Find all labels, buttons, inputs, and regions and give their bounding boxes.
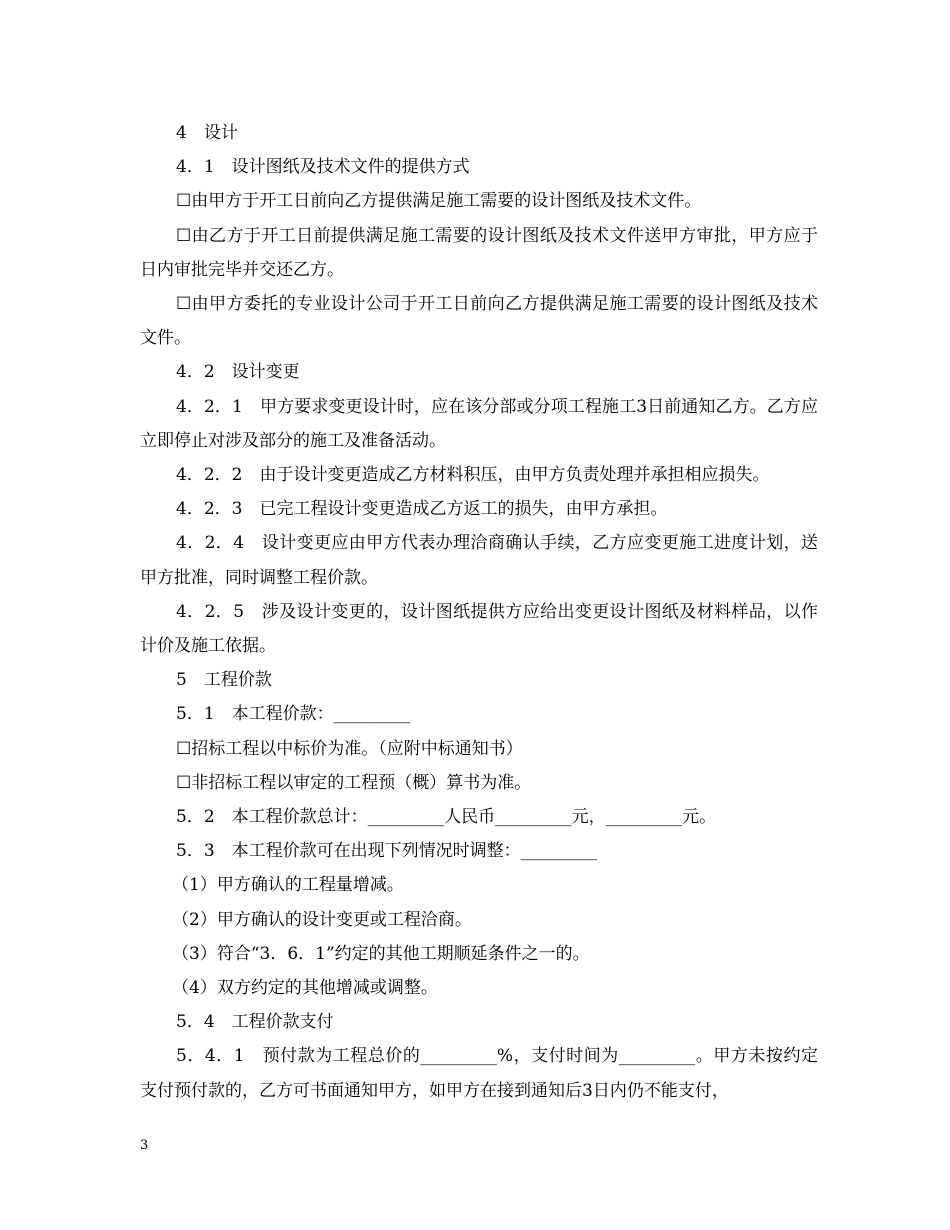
paragraph: 4．2．3 已完工程设计变更造成乙方返工的损失，由甲方承担。 bbox=[176, 499, 668, 520]
page-number: 3 bbox=[140, 1138, 149, 1153]
paragraph: 5．2 本工程价款总计：_________人民币_________元，_________元。 bbox=[176, 807, 717, 828]
paragraph: 5．4 工程价款支付 bbox=[176, 1012, 334, 1033]
paragraph: 4．2．2 由于设计变更造成乙方材料积压，由甲方负责处理并承担相应损失。 bbox=[176, 465, 770, 486]
document-body bbox=[140, 116, 818, 1108]
paragraph: 5．1 本工程价款：_________ bbox=[176, 704, 411, 725]
paragraph: 4 设计 bbox=[176, 123, 238, 143]
paragraph: ☐非招标工程以审定的工程预（概）算书为准。 bbox=[176, 772, 532, 793]
paragraph: 5 工程价款 bbox=[176, 670, 272, 691]
paragraph: ☐由乙方于开工日前提供满足施工需要的设计图纸及技术文件送甲方审批，甲方应于日内审批完毕并交还乙方。 bbox=[140, 225, 818, 280]
list-item: （4）双方约定的其他增减或调整。 bbox=[172, 978, 438, 999]
list-item: （2）甲方确认的设计变更或工程洽商。 bbox=[172, 909, 472, 930]
list-item: （1）甲方确认的工程量增减。 bbox=[172, 875, 404, 896]
paragraph: 4．1 设计图纸及技术文件的提供方式 bbox=[176, 157, 470, 178]
paragraph: 5．3 本工程价款可在出现下列情况时调整：_________ bbox=[176, 841, 598, 862]
list-item: （3）符合“3．6．1”约定的其他工期顺延条件之一的。 bbox=[172, 943, 590, 964]
paragraph: ☐由甲方委托的专业设计公司于开工日前向乙方提供满足施工需要的设计图纸及技术文件。 bbox=[140, 294, 818, 349]
paragraph: 4．2．1 甲方要求变更设计时，应在该分部或分项工程施工3日前通知乙方。乙方应立即停止对涉及部分的施工及准备活动。 bbox=[140, 396, 818, 451]
paragraph: ☐招标工程以中标价为准。（应附中标通知书） bbox=[176, 738, 523, 759]
paragraph: ☐由甲方于开工日前向乙方提供满足施工需要的设计图纸及技术文件。 bbox=[176, 191, 702, 212]
paragraph: 4．2．5 涉及设计变更的，设计图纸提供方应给出变更设计图纸及材料样品，以作计价及施工依据。 bbox=[140, 601, 818, 657]
paragraph: 4．2．4 设计变更应由甲方代表办理洽商确认手续，乙方应变更施工进度计划，送甲方批准，同时调整工程价款。 bbox=[140, 533, 818, 588]
paragraph: 4．2 设计变更 bbox=[176, 362, 300, 383]
paragraph: 5．4．1 预付款为工程总价的_________%，支付时间为_________。甲方未按约定支付预付款的，乙方可书面通知甲方，如甲方在接到通知后3日内仍不能支付， bbox=[140, 1046, 818, 1101]
